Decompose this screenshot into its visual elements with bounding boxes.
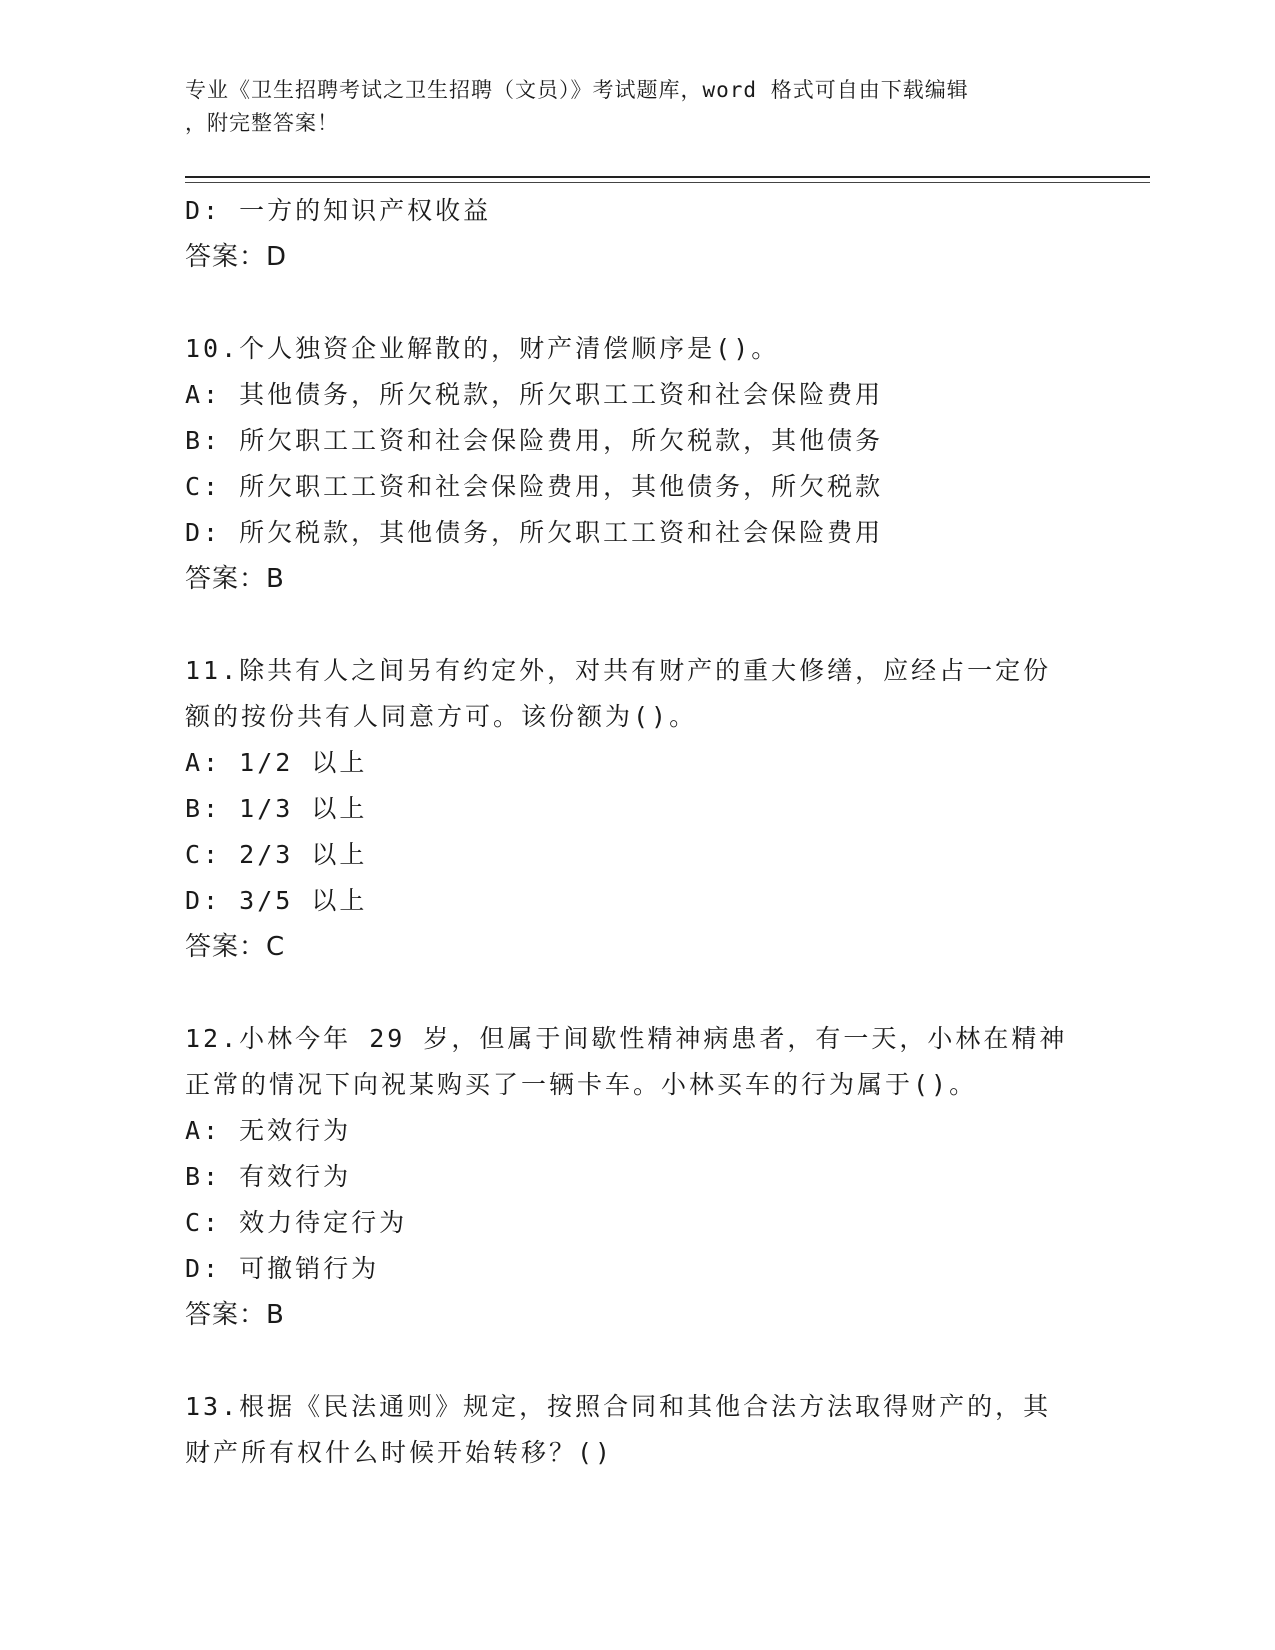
option-d: D: 3/5 以上 xyxy=(185,886,368,915)
document-header xyxy=(185,74,1065,140)
option-b: B: 1/3 以上 xyxy=(185,794,368,823)
question-stem-continued: 额的按份共有人同意方可。该份额为()。 xyxy=(185,702,698,731)
answer: 答案：C xyxy=(185,932,286,962)
question-stem-continued: 正常的情况下向祝某购买了一辆卡车。小林买车的行为属于()。 xyxy=(185,1070,978,1099)
option-c: C: 所欠职工工资和社会保险费用，其他债务，所欠税款 xyxy=(185,472,884,501)
option-a: A: 1/2 以上 xyxy=(185,748,368,777)
header-divider-thin xyxy=(185,182,1150,183)
question-13 xyxy=(185,1384,1085,1476)
option-d: D: 所欠税款，其他债务，所欠职工工资和社会保险费用 xyxy=(185,518,884,547)
option-b: B: 所欠职工工资和社会保险费用，所欠税款，其他债务 xyxy=(185,426,884,455)
spacer xyxy=(185,602,1085,648)
spacer xyxy=(185,1338,1085,1384)
option-a: A: 其他债务，所欠税款，所欠职工工资和社会保险费用 xyxy=(185,380,884,409)
question-stem-continued: 财产所有权什么时候开始转移？() xyxy=(185,1438,614,1467)
question-12 xyxy=(185,1016,1085,1338)
option-b: B: 有效行为 xyxy=(185,1162,352,1191)
question-stem: 12.小林今年 29 岁，但属于间歇性精神病患者，有一天，小林在精神 xyxy=(185,1024,1068,1053)
answer: 答案：B xyxy=(185,564,285,594)
option-c: C: 效力待定行为 xyxy=(185,1208,408,1237)
header-divider-thick xyxy=(185,176,1150,178)
spacer xyxy=(185,970,1085,1016)
question-stem: 10.个人独资企业解散的，财产清偿顺序是()。 xyxy=(185,334,780,363)
question-10 xyxy=(185,326,1085,602)
spacer xyxy=(185,280,1085,326)
option-a: A: 无效行为 xyxy=(185,1116,352,1145)
question-stem: 13.根据《民法通则》规定，按照合同和其他合法方法取得财产的，其 xyxy=(185,1392,1052,1421)
carryover-answer: 答案：D xyxy=(185,242,288,272)
header-line-1: 专业《卫生招聘考试之卫生招聘（文员）》考试题库，word 格式可自由下载编辑 xyxy=(185,78,969,102)
question-stem: 11.除共有人之间另有约定外，对共有财产的重大修缮，应经占一定份 xyxy=(185,656,1052,685)
option-d: D: 可撤销行为 xyxy=(185,1254,380,1283)
header-line-2: ，附完整答案！ xyxy=(185,111,339,135)
option-c: C: 2/3 以上 xyxy=(185,840,368,869)
answer: 答案：B xyxy=(185,1300,285,1330)
question-content xyxy=(185,188,1085,1476)
carryover-option-d: D: 一方的知识产权收益 xyxy=(185,196,492,225)
question-11 xyxy=(185,648,1085,970)
